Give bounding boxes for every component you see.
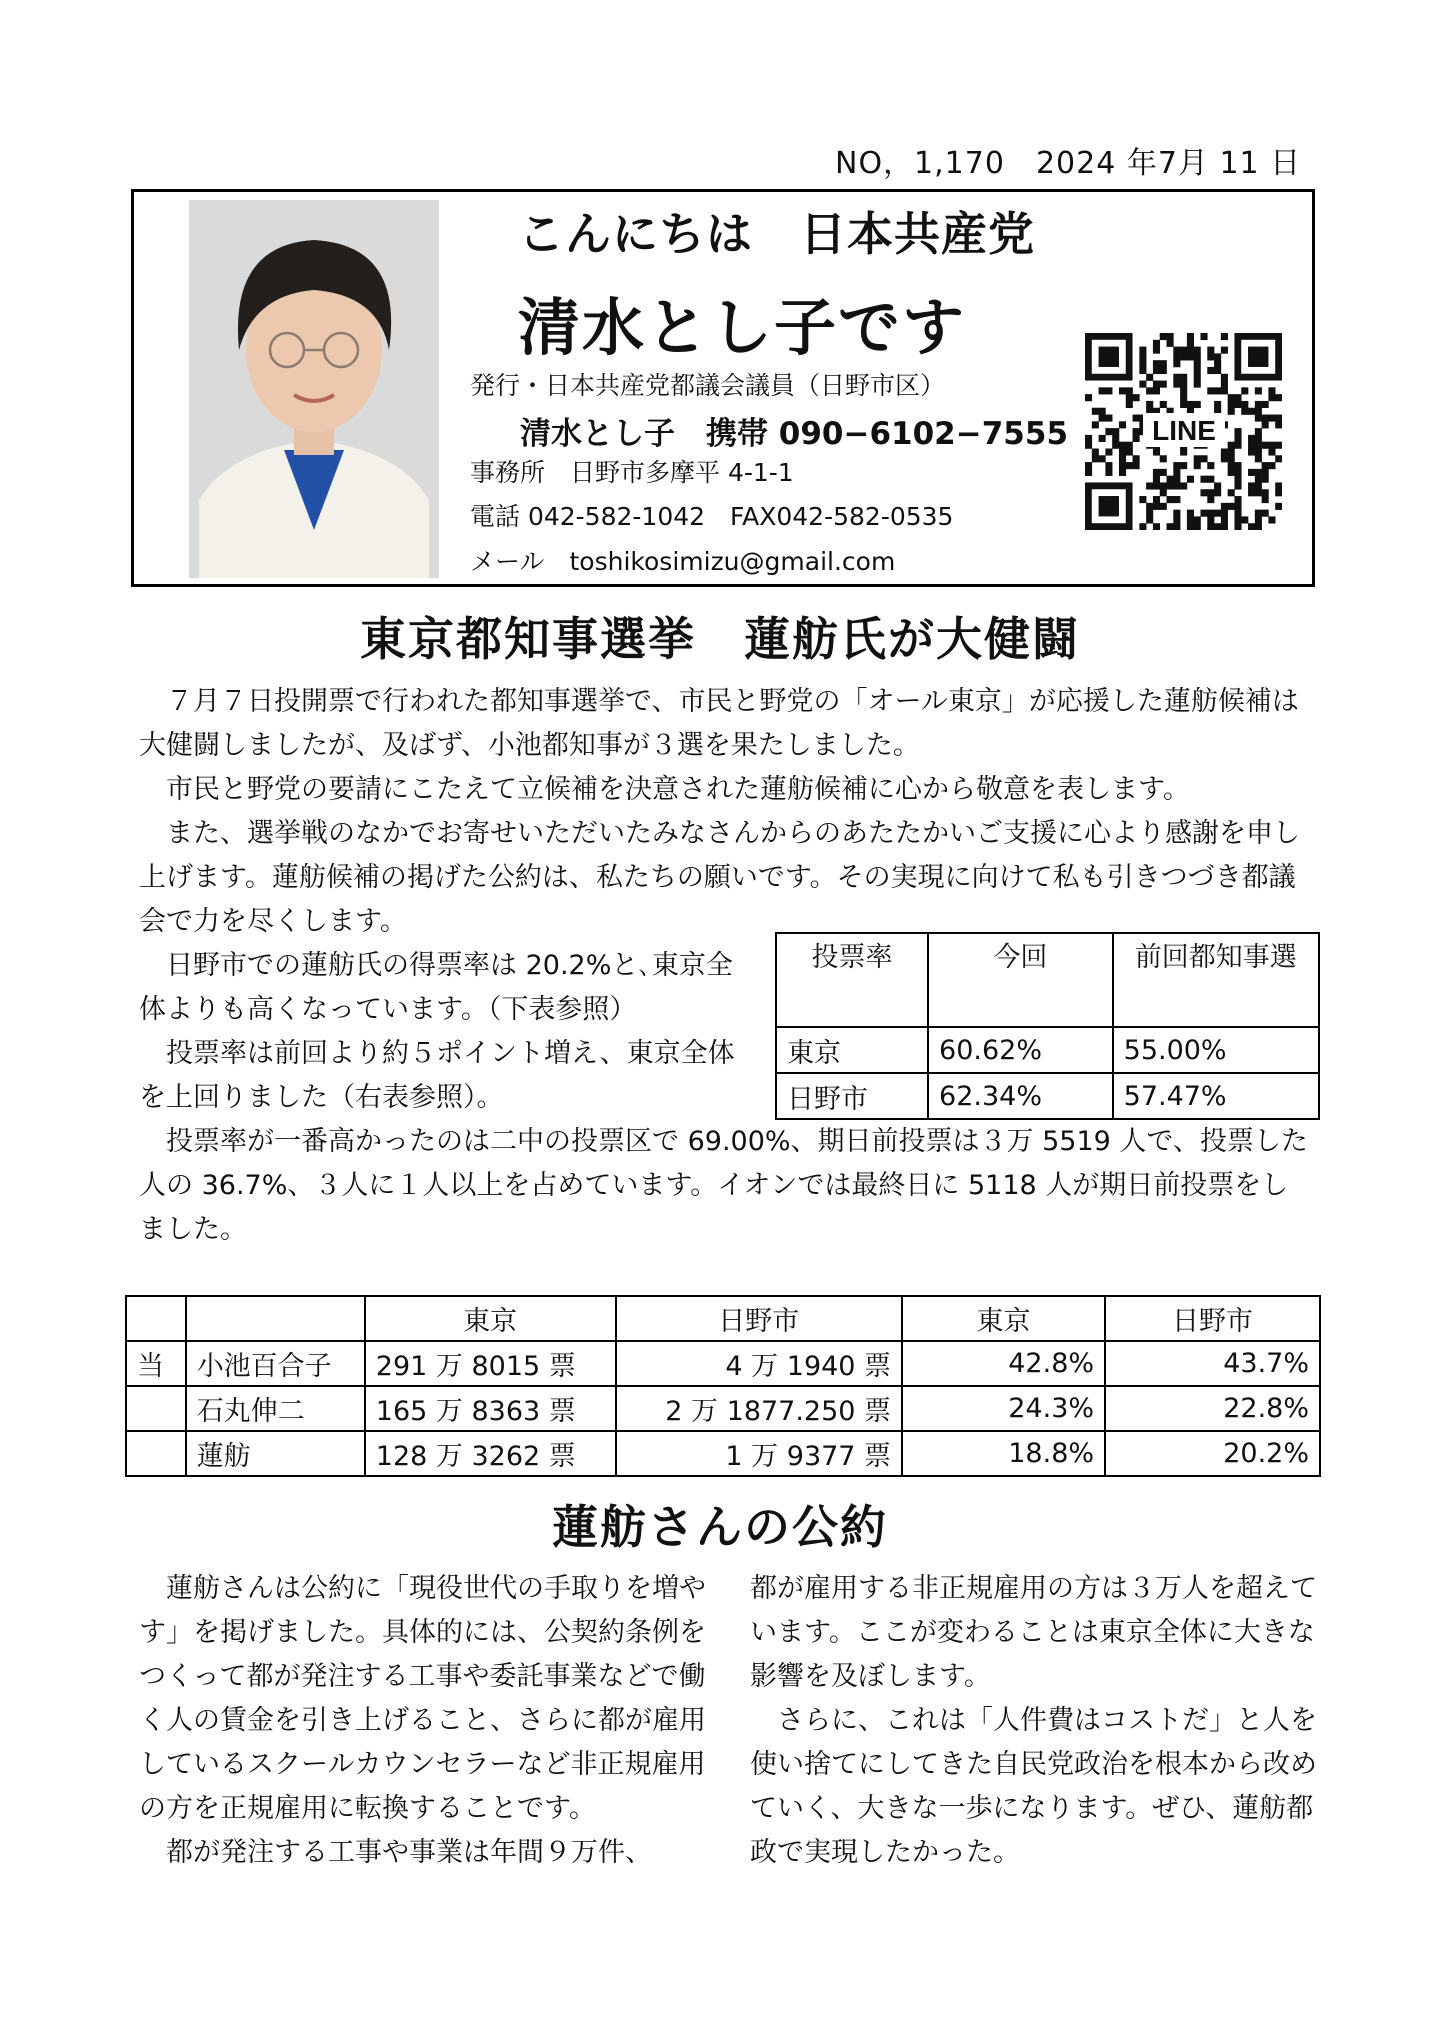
table-cell: 42.8% (902, 1341, 1105, 1386)
table-cell: 24.3% (902, 1386, 1105, 1431)
portrait-photo (189, 200, 439, 578)
table-cell: 165 万 8363 票 (365, 1386, 616, 1431)
table-header: 投票率 (776, 933, 928, 1027)
table-cell: 1 万 9377 票 (616, 1431, 903, 1476)
table-cell: 57.47% (1113, 1073, 1319, 1119)
winner-mark (126, 1386, 186, 1431)
hino-summary (139, 944, 759, 1120)
table-cell: 291 万 8015 票 (365, 1341, 616, 1386)
pledge-column-right (750, 1567, 1320, 1875)
pledge-paragraph: 都が発注する工事や事業は年間９万件、 (166, 1837, 652, 1868)
pledge-column-left (139, 1567, 709, 1875)
table-header-row (776, 933, 1319, 1027)
headline: 東京都知事選挙 蓮舫氏が大健闘 (360, 612, 1080, 666)
table-header-row (126, 1296, 1320, 1341)
table-header: 前回都知事選 (1113, 933, 1319, 1027)
office-address: 事務所 日野市多摩平 4-1-1 (470, 458, 794, 487)
table-cell: 55.00% (1113, 1027, 1319, 1073)
name-title: 清水とし子です (518, 291, 967, 364)
table-row (126, 1341, 1320, 1386)
table-cell: 18.8% (902, 1431, 1105, 1476)
candidate-name: 石丸伸二 (186, 1386, 365, 1431)
email-line: メール toshikosimizu@gmail.com (470, 547, 896, 576)
table-header: 東京 (902, 1296, 1105, 1341)
candidate-name: 蓮舫 (186, 1431, 365, 1476)
table-header (186, 1296, 365, 1341)
hino-paragraph-2: 投票率は前回より約５ポイント増え、東京全体を上回りました（右表参照）。 (139, 1038, 735, 1113)
table-row (776, 1073, 1319, 1119)
table-cell: 62.34% (928, 1073, 1113, 1119)
phone-fax: 電話 042-582-1042 FAX042-582-0535 (470, 502, 954, 531)
table-row (776, 1027, 1319, 1073)
candidate-name: 小池百合子 (186, 1341, 365, 1386)
table-cell: 2 万 1877.250 票 (616, 1386, 903, 1431)
publisher-line: 発行・日本共産党都議会議員（日野市区） (470, 371, 946, 400)
intro-section (139, 680, 1309, 944)
qr-line-label: LINE (1152, 415, 1216, 446)
table-header: 日野市 (616, 1296, 903, 1341)
table-cell: 東京 (776, 1027, 928, 1073)
table-cell: 43.7% (1105, 1341, 1320, 1386)
line-qr-code[interactable] (1085, 333, 1282, 530)
table-cell: 22.8% (1105, 1386, 1320, 1431)
winner-mark (126, 1431, 186, 1476)
intro-paragraph-3: また、選挙戦のなかでお寄せいただいたみなさんからのあたたかいご支援に心より感謝を申し上げます。蓮舫候補の掲げた公約は、私たちの願いです。その実現に向けて私も引きつづき都議会で力を尽くします。 (139, 818, 1300, 937)
pledge-paragraph: 都が雇用する非正規雇用の方は３万人を超えています。ここが変わることは東京全体に大きな影響を及ぼします。 (750, 1573, 1317, 1692)
qr-code-icon (1085, 333, 1282, 530)
contact-mobile: 清水とし子 携帯 090−6102−7555 (520, 416, 1069, 452)
pledge-paragraph: 蓮舫さんは公約に「現役世代の手取りを増やす」を掲げました。具体的には、公契約条例をつくって都が発注する工事や委託事業などで働く人の賃金を引き上げること、さらに都が雇用しているスクールカウンセラーなど非正規雇用の方を正規雇用に転換することです。 (139, 1573, 706, 1824)
turnout-paragraph: 投票率が一番高かったのは二中の投票区で 69.00%、期日前投票は３万 5519 人で、投票した人の 36.7%、３人に１人以上を占めています。イオンでは最終日に 5118 人が期日前投票をしました。 (139, 1126, 1308, 1245)
intro-paragraph-1: ７月７日投開票で行われた都知事選挙で、市民と野党の「オール東京」が応援した蓮舫候補は大健闘しましたが、及ばず、小池都知事が３選を果たしました。 (139, 686, 1299, 761)
winner-mark: 当 (126, 1341, 186, 1386)
table-cell: 128 万 3262 票 (365, 1431, 616, 1476)
table-header (126, 1296, 186, 1341)
table-row (126, 1431, 1320, 1476)
table-cell: 60.62% (928, 1027, 1113, 1073)
pledge-paragraph: さらに、これは「人件費はコストだ」と人を使い捨てにしてきた自民党政治を根本から改めていく、大きな一歩になります。ぜひ、蓮舫都政で実現したかった。 (750, 1705, 1317, 1868)
greeting-title: こんにちは 日本共産党 (518, 207, 1035, 261)
table-header: 日野市 (1105, 1296, 1320, 1341)
pledge-title: 蓮舫さんの公約 (552, 1500, 888, 1554)
turnout-table (775, 932, 1320, 1120)
table-cell: 20.2% (1105, 1431, 1320, 1476)
table-cell: 日野市 (776, 1073, 928, 1119)
turnout-details (139, 1120, 1309, 1252)
election-results-table (125, 1295, 1321, 1477)
portrait-icon (189, 200, 439, 578)
issue-number-date: NO，1,170 2024 年7月 11 日 (835, 146, 1302, 181)
table-header: 東京 (365, 1296, 616, 1341)
table-row (126, 1386, 1320, 1431)
intro-paragraph-2: 市民と野党の要請にこたえて立候補を決意された蓮舫候補に心から敬意を表します。 (166, 774, 1190, 805)
table-header: 今回 (928, 933, 1113, 1027)
hino-paragraph-1: 日野市での蓮舫氏の得票率は 20.2%と､東京全体よりも高くなっています。（下表参照） (139, 950, 733, 1025)
table-cell: 4 万 1940 票 (616, 1341, 903, 1386)
